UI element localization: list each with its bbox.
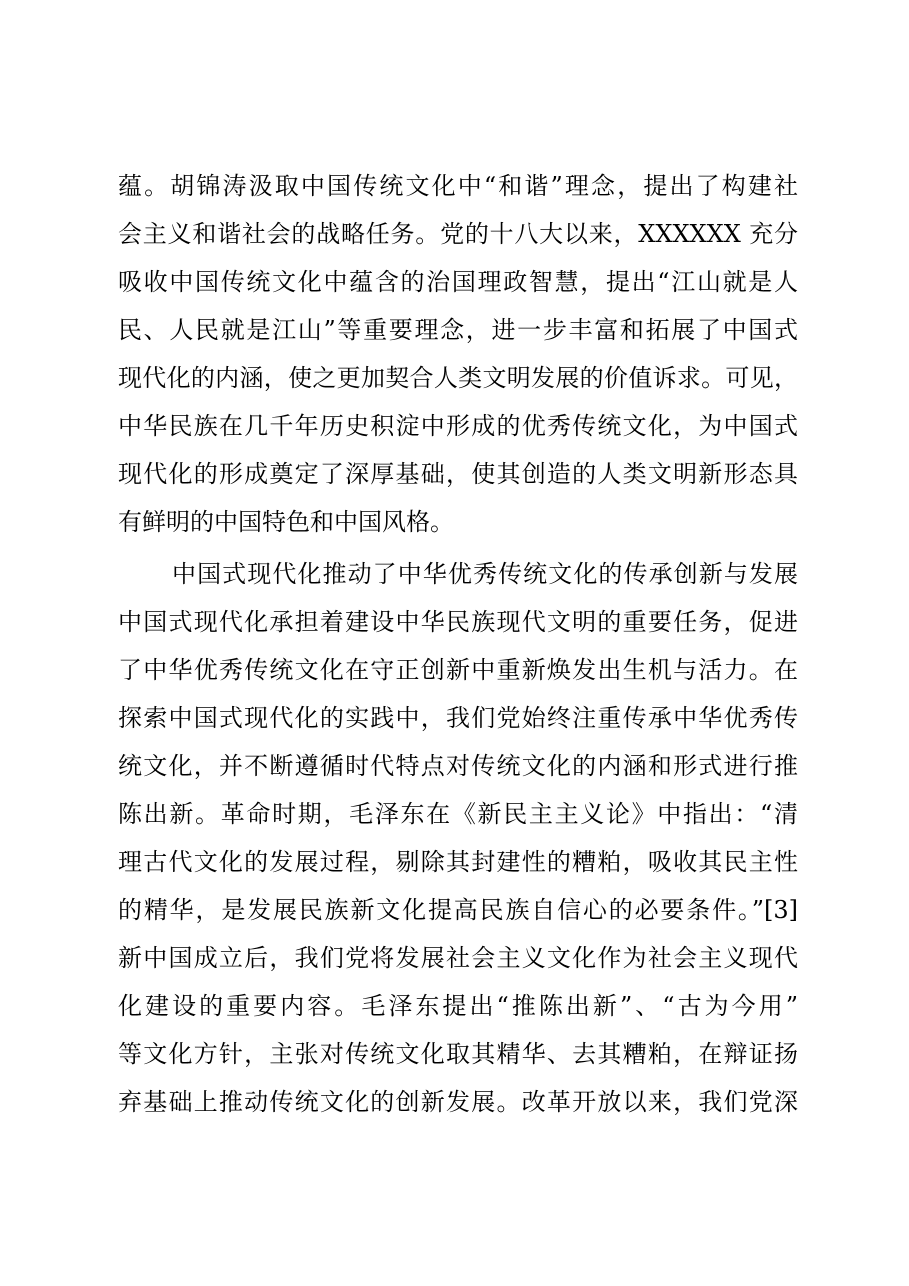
paragraph-line: 中华民族在几千年历史积淀中形成的优秀传统文化，为中国式 bbox=[118, 412, 798, 440]
paragraph-line: 统文化，并不断遵循时代特点对传统文化的内涵和形式进行推 bbox=[118, 752, 798, 780]
paragraph-line: 有鲜明的中国特色和中国风格。 bbox=[118, 508, 454, 536]
paragraph-1 bbox=[118, 162, 798, 546]
paragraph-line: 吸收中国传统文化中蕴含的治国理政智慧，提出“江山就是人 bbox=[118, 268, 798, 296]
paragraph-line: 新中国成立后，我们党将发展社会主义文化作为社会主义现代 bbox=[118, 944, 798, 972]
paragraph-line: 陈出新。革命时期，毛泽东在《新民主主义论》中指出：“清 bbox=[118, 800, 798, 828]
paragraph-2 bbox=[118, 550, 798, 1126]
paragraph-line: 现代化的形成奠定了深厚基础，使其创造的人类文明新形态具 bbox=[118, 460, 798, 488]
paragraph-line: 理古代文化的发展过程，剔除其封建性的糟粕，吸收其民主性 bbox=[118, 848, 798, 876]
body-text bbox=[118, 162, 798, 1126]
paragraph-line: 中国式现代化承担着建设中华民族现代文明的重要任务，促进 bbox=[118, 608, 798, 636]
paragraph-line: 民、人民就是江山”等重要理念，进一步丰富和拓展了中国式 bbox=[118, 316, 798, 344]
paragraph-line: 化建设的重要内容。毛泽东提出“推陈出新”、“古为今用” bbox=[118, 992, 798, 1020]
paragraph-line: 弃基础上推动传统文化的创新发展。改革开放以来，我们党深 bbox=[118, 1088, 798, 1116]
paragraph-line: 现代化的内涵，使之更加契合人类文明发展的价值诉求。可见， bbox=[118, 364, 798, 392]
paragraph-line: 的精华，是发展民族新文化提高民族自信心的必要条件。”[3] bbox=[118, 896, 798, 924]
section-heading-line: 中国式现代化推动了中华优秀传统文化的传承创新与发展 bbox=[172, 560, 798, 588]
paragraph-line: 会主义和谐社会的战略任务。党的十八大以来，XXXXXX 充分 bbox=[118, 220, 798, 248]
paragraph-line: 探索中国式现代化的实践中，我们党始终注重传承中华优秀传 bbox=[118, 704, 798, 732]
paragraph-line: 等文化方针，主张对传统文化取其精华、去其糟粕，在辩证扬 bbox=[118, 1040, 798, 1068]
paragraph-line: 了中华优秀传统文化在守正创新中重新焕发出生机与活力。在 bbox=[118, 656, 798, 684]
paragraph-line: 蕴。胡锦涛汲取中国传统文化中“和谐”理念，提出了构建社 bbox=[118, 172, 798, 200]
